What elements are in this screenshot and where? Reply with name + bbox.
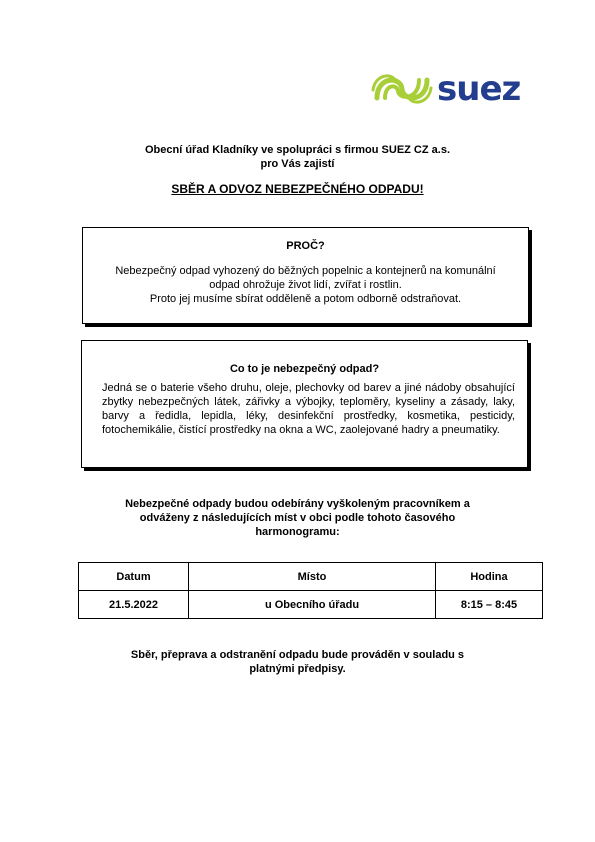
what-box — [81, 340, 528, 468]
row-date: 21.5.2022 — [79, 591, 189, 619]
why-line-3: Proto jej musíme sbírat odděleně a potom odborně odstraňovat. — [149, 293, 462, 305]
header-time: Hodina — [436, 563, 543, 591]
why-box — [82, 227, 529, 324]
suez-logo — [371, 70, 527, 108]
why-box-title: PROČ? — [286, 240, 325, 252]
header-place: Místo — [189, 563, 436, 591]
why-line-1: Nebezpečný odpad vyhozený do běžných popelnic a kontejnerů na komunální — [115, 265, 496, 277]
page-title: SBĚR A ODVOZ NEBEZPEČNÉHO ODPADU! — [171, 182, 424, 196]
footer-line-2: platnými předpisy. — [249, 663, 346, 675]
schedule-intro-line-1: Nebezpečné odpady budou odebírány vyškoleným pracovníkem a — [125, 498, 470, 510]
header-date: Datum — [79, 563, 189, 591]
why-box-body — [83, 264, 528, 306]
what-box-body: Jedná se o baterie všeho druhu, oleje, plechovky od barev a jiné nádoby obsahující zbytky nebezpečných látek, zářivky a výbojky, teploměry, kyseliny a zásady, laky, barvy a ředidla, lepidla, léky, desinfekční prostředky, kosmetika, pesticidy, fotochemikálie, čistící prostředky na okna a WC, zaolejované hadry a pneumatiky. — [102, 382, 515, 436]
what-box-title: Co to je nebezpečný odpad? — [229, 363, 380, 375]
row-time: 8:15 – 8:45 — [436, 591, 543, 619]
footer-line-1: Sběr, přeprava a odstranění odpadu bude prováděn v souladu s — [130, 649, 465, 661]
why-line-2: odpad ohrožuje život lidí, zvířat i rostlin. — [209, 279, 402, 291]
schedule-table — [78, 562, 543, 619]
schedule-intro — [0, 497, 595, 539]
table-header-row — [79, 563, 543, 591]
schedule-intro-line-2: odváženy z následujících míst v obci podle tohoto časového — [139, 512, 456, 524]
suez-wave-icon — [371, 70, 433, 108]
logo-wordmark: suez — [437, 69, 521, 109]
table-row — [79, 591, 543, 619]
row-place: u Obecního úřadu — [189, 591, 436, 619]
footer-note — [0, 648, 595, 676]
intro-line-1: Obecní úřad Kladníky ve spolupráci s firmou SUEZ CZ a.s. — [144, 144, 451, 156]
intro-line-2: pro Vás zajistí — [260, 158, 335, 170]
schedule-intro-line-3: harmonogramu: — [255, 526, 340, 538]
intro-heading — [0, 143, 595, 171]
